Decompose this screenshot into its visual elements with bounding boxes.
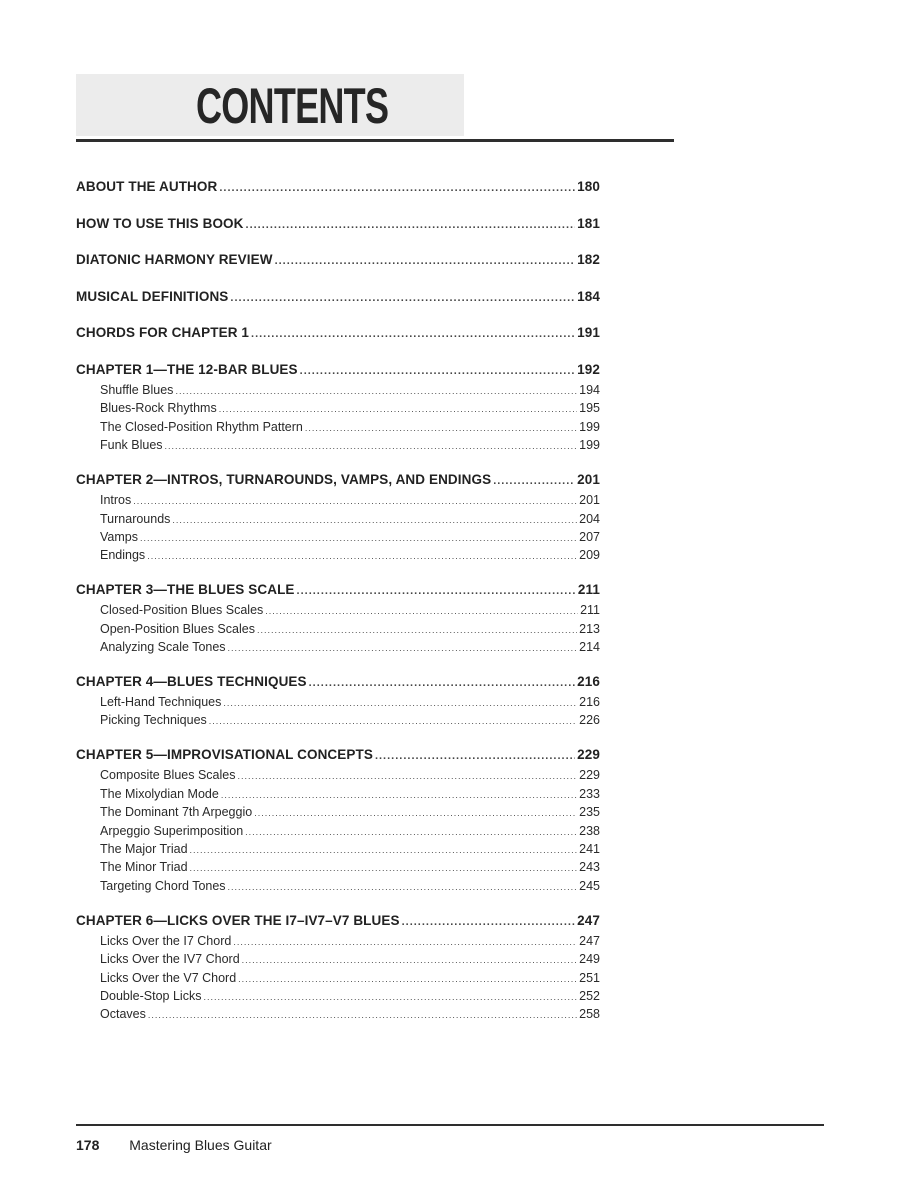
toc-entry[interactable] [76, 469, 600, 491]
dot-leader [246, 214, 576, 236]
dot-leader [228, 878, 578, 896]
toc-subentry[interactable] [76, 932, 600, 950]
toc-subentry[interactable] [76, 1005, 600, 1023]
toc-subentry[interactable] [76, 950, 600, 968]
toc-subentry-page: 258 [579, 1007, 600, 1022]
toc-subentry-page: 199 [579, 438, 600, 453]
toc-subentry-page: 207 [579, 529, 600, 544]
toc-subentry-page: 211 [580, 603, 600, 618]
toc-entry[interactable] [76, 286, 600, 308]
toc-subentry[interactable] [76, 620, 600, 638]
section-gap [76, 235, 600, 250]
toc-entry-page: 191 [577, 325, 600, 341]
toc-entry-page: 181 [577, 215, 600, 231]
toc-subentry[interactable] [76, 436, 600, 454]
toc-subentry-title: Turnarounds [100, 511, 171, 526]
toc-subentry[interactable] [76, 987, 600, 1005]
toc-subentry[interactable] [76, 803, 600, 821]
toc-entry-title: CHORDS FOR CHAPTER 1 [76, 325, 250, 341]
toc-subentry-page: 247 [579, 933, 600, 948]
toc-subentry-title: Analyzing Scale Tones [100, 640, 226, 655]
dot-leader [140, 529, 577, 547]
toc-subentry-title: Licks Over the I7 Chord [100, 933, 232, 948]
toc-entry-page: 184 [577, 288, 600, 304]
toc-entry[interactable] [76, 176, 600, 198]
dot-leader [251, 323, 575, 345]
dot-leader [237, 767, 577, 785]
toc-subentry-title: The Closed-Position Rhythm Pattern [100, 419, 303, 434]
toc-subentry-title: Arpeggio Superimposition [100, 823, 244, 838]
toc-subentry-page: 251 [579, 970, 600, 985]
section-gap [76, 308, 600, 323]
toc-subentry[interactable] [76, 418, 600, 436]
toc-subentry[interactable] [76, 601, 600, 619]
toc-entry[interactable] [76, 213, 600, 235]
toc-entry-page: 182 [577, 252, 600, 268]
toc-subentry-page: 245 [579, 878, 600, 893]
toc-entry[interactable] [76, 322, 600, 344]
dot-leader [254, 804, 577, 822]
toc-subentry-title: Left-Hand Techniques [100, 695, 222, 710]
page-title: CONTENTS [196, 78, 389, 134]
dot-leader [133, 492, 577, 510]
dot-leader [209, 712, 577, 730]
dot-leader [223, 694, 577, 712]
section-gap [76, 198, 600, 213]
toc-entry-title: MUSICAL DEFINITIONS [76, 288, 229, 304]
toc-subentry-page: 199 [579, 419, 600, 434]
table-of-contents [76, 176, 600, 1024]
dot-leader [233, 933, 577, 951]
section-gap [76, 455, 600, 470]
toc-subentry-page: 238 [579, 823, 600, 838]
section-gap [76, 344, 600, 359]
toc-subentry-title: The Mixolydian Mode [100, 786, 219, 801]
toc-subentry-title: The Minor Triad [100, 860, 188, 875]
toc-subentry-title: Picking Techniques [100, 713, 207, 728]
toc-entry-title: CHAPTER 2—INTROS, TURNAROUNDS, VAMPS, AND ENDINGS [76, 472, 492, 488]
toc-entry[interactable] [76, 359, 600, 381]
toc-subentry[interactable] [76, 693, 600, 711]
toc-subentry-page: 194 [579, 382, 600, 397]
toc-entry-page: 229 [577, 747, 600, 763]
toc-entry-page: 211 [577, 582, 600, 598]
toc-subentry[interactable] [76, 638, 600, 656]
toc-subentry-page: 243 [579, 860, 600, 875]
toc-subentry[interactable] [76, 822, 600, 840]
toc-entry-title: CHAPTER 5—IMPROVISATIONAL CONCEPTS [76, 747, 373, 763]
dot-leader [300, 360, 576, 382]
toc-subentry[interactable] [76, 969, 600, 987]
dot-leader [242, 951, 577, 969]
toc-entry-page: 216 [577, 674, 600, 690]
toc-subentry-page: 209 [579, 548, 600, 563]
toc-subentry-page: 249 [579, 952, 600, 967]
dot-leader [375, 745, 575, 767]
dot-leader [275, 250, 576, 272]
toc-subentry-page: 213 [579, 621, 600, 636]
toc-subentry-title: Open-Position Blues Scales [100, 621, 255, 636]
toc-subentry-page: 201 [579, 493, 600, 508]
dot-leader [221, 786, 577, 804]
toc-subentry-page: 195 [579, 401, 600, 416]
toc-entry-title: CHAPTER 6—LICKS OVER THE I7–IV7–V7 BLUES [76, 912, 400, 928]
toc-entry-page: 192 [577, 361, 600, 377]
toc-subentry-title: Octaves [100, 1007, 146, 1022]
toc-subentry[interactable] [76, 491, 600, 509]
section-gap [76, 895, 600, 910]
footer-page-number: 178 [76, 1137, 100, 1153]
toc-entry-title: CHAPTER 3—THE BLUES SCALE [76, 582, 295, 598]
toc-subentry[interactable] [76, 399, 600, 417]
toc-subentry-title: Licks Over the IV7 Chord [100, 952, 240, 967]
toc-subentry-title: Closed-Position Blues Scales [100, 603, 264, 618]
toc-subentry[interactable] [76, 510, 600, 528]
toc-subentry-page: 241 [579, 841, 600, 856]
toc-entry-title: HOW TO USE THIS BOOK [76, 215, 244, 231]
section-gap [76, 565, 600, 580]
page-footer [76, 1137, 272, 1153]
toc-subentry[interactable] [76, 840, 600, 858]
dot-leader [493, 470, 575, 492]
toc-entry[interactable] [76, 249, 600, 271]
dot-leader [203, 988, 577, 1006]
toc-subentry-page: 226 [579, 713, 600, 728]
toc-entry[interactable] [76, 579, 600, 601]
section-gap [76, 656, 600, 671]
dot-leader [190, 841, 578, 859]
toc-entry-title: CHAPTER 4—BLUES TECHNIQUES [76, 674, 307, 690]
footer-rule [76, 1124, 824, 1126]
toc-entry[interactable] [76, 744, 600, 766]
dot-leader [297, 580, 576, 602]
toc-subentry-title: Vamps [100, 529, 138, 544]
toc-subentry[interactable] [76, 528, 600, 546]
dot-leader [257, 621, 577, 639]
dot-leader [309, 672, 576, 694]
section-gap [76, 730, 600, 745]
toc-entry-page: 180 [577, 179, 600, 194]
dot-leader [172, 511, 577, 529]
toc-subentry[interactable] [76, 546, 600, 564]
toc-entry-title: CHAPTER 1—THE 12-BAR BLUES [76, 361, 298, 377]
toc-subentry[interactable] [76, 858, 600, 876]
toc-entry-page: 201 [577, 472, 600, 488]
toc-entry-title: DIATONIC HARMONY REVIEW [76, 252, 273, 268]
toc-subentry[interactable] [76, 711, 600, 729]
toc-subentry-title: Funk Blues [100, 438, 163, 453]
toc-entry-page: 247 [577, 912, 600, 928]
dot-leader [190, 859, 578, 877]
toc-subentry-title: Endings [100, 548, 146, 563]
dot-leader [402, 911, 576, 933]
toc-subentry-page: 216 [579, 695, 600, 710]
toc-entry-title: ABOUT THE AUTHOR [76, 179, 218, 194]
title-rule [76, 139, 674, 142]
toc-subentry-page: 229 [579, 768, 600, 783]
dot-leader [238, 970, 577, 988]
toc-subentry-title: Blues-Rock Rhythms [100, 401, 217, 416]
toc-subentry[interactable] [76, 877, 600, 895]
toc-subentry-title: Intros [100, 493, 132, 508]
toc-subentry[interactable] [76, 766, 600, 784]
toc-entry[interactable] [76, 671, 600, 693]
toc-subentry-title: Shuffle Blues [100, 382, 174, 397]
dot-leader [230, 287, 575, 309]
dot-leader [175, 382, 577, 400]
toc-entry[interactable] [76, 910, 600, 932]
dot-leader [245, 823, 577, 841]
dot-leader [228, 639, 578, 657]
dot-leader [165, 437, 578, 455]
toc-subentry-page: 233 [579, 786, 600, 801]
dot-leader [265, 602, 578, 620]
dot-leader [305, 419, 577, 437]
toc-subentry-page: 252 [579, 988, 600, 1003]
section-gap [76, 271, 600, 286]
toc-subentry-title: The Dominant 7th Arpeggio [100, 805, 253, 820]
toc-subentry[interactable] [76, 785, 600, 803]
toc-subentry-page: 235 [579, 805, 600, 820]
dot-leader [219, 400, 577, 418]
toc-subentry-title: Targeting Chord Tones [100, 878, 226, 893]
dot-leader [147, 547, 577, 565]
toc-subentry-title: The Major Triad [100, 841, 188, 856]
footer-book-title: Mastering Blues Guitar [129, 1137, 272, 1153]
toc-subentry-page: 214 [579, 640, 600, 655]
toc-subentry-title: Double-Stop Licks [100, 988, 202, 1003]
dot-leader [219, 177, 575, 199]
toc-subentry[interactable] [76, 381, 600, 399]
toc-subentry-title: Composite Blues Scales [100, 768, 236, 783]
toc-subentry-title: Licks Over the V7 Chord [100, 970, 237, 985]
toc-subentry-page: 204 [579, 511, 600, 526]
dot-leader [148, 1006, 577, 1024]
